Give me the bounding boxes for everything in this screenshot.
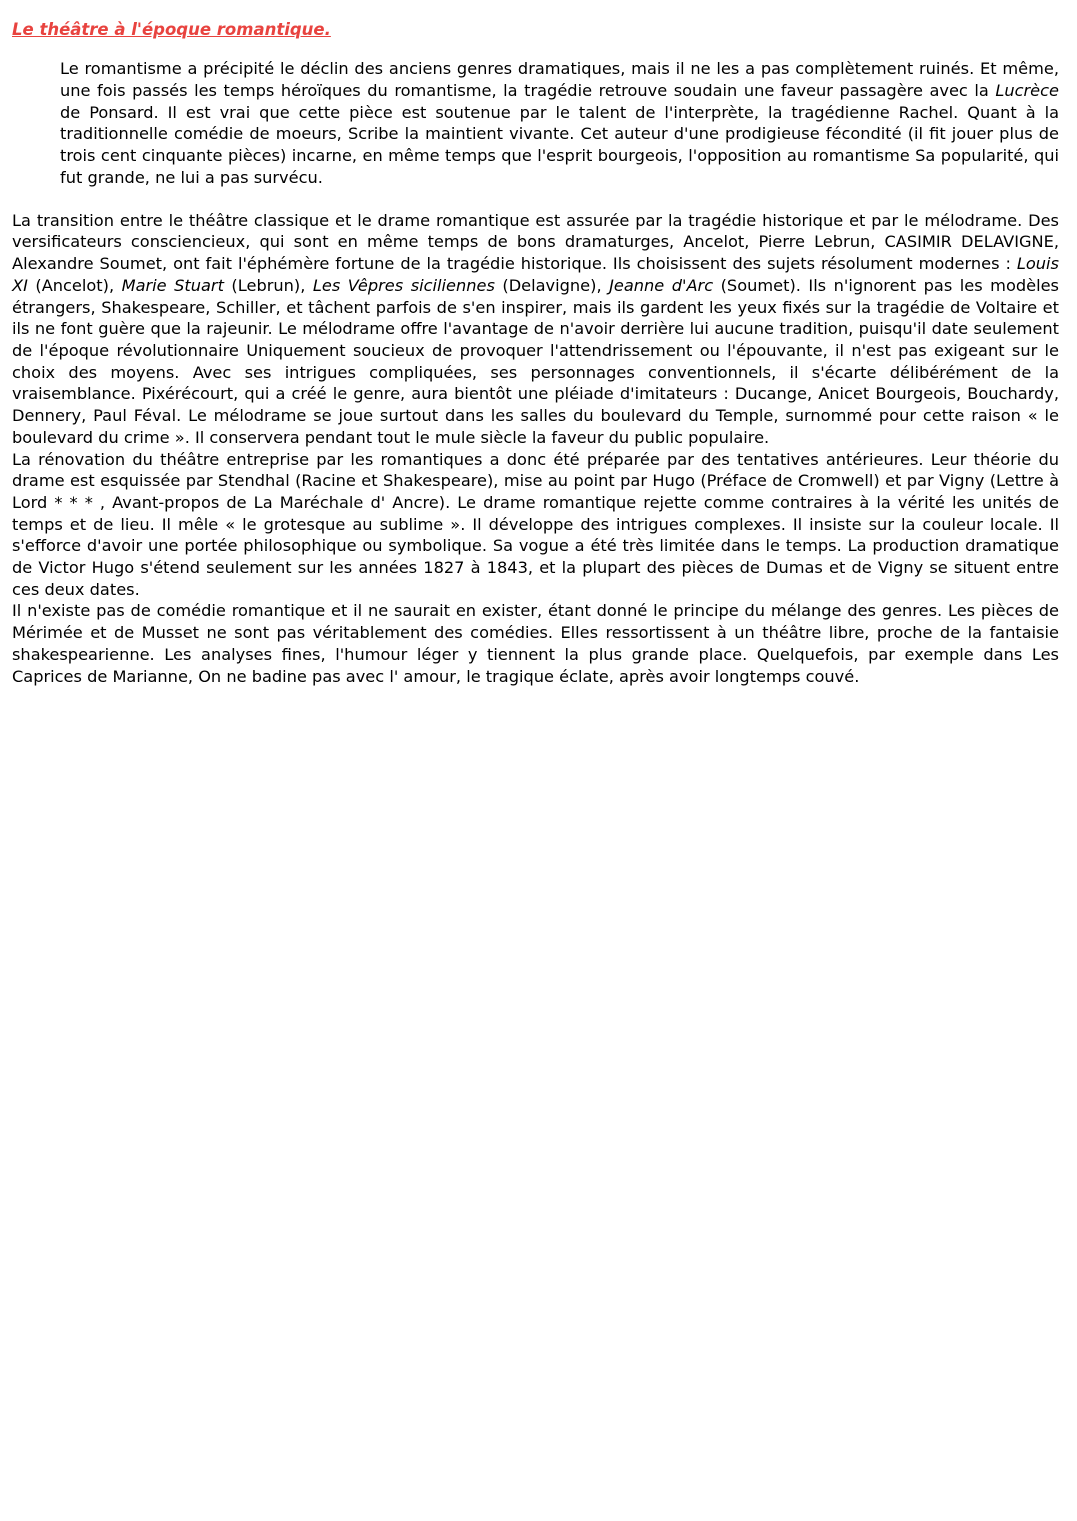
page-title: Le théâtre à l'époque romantique. xyxy=(12,20,331,39)
transition-paragraph xyxy=(12,210,1059,449)
renovation-paragraph: La rénovation du théâtre entreprise par les romantiques a donc été préparée par des tentatives antérieures. Leur théorie du drame est esquissée par Stendhal (Racine et Shakespeare), mise au point par Hugo (Préface de Cromwell) et par Vigny (Lettre à Lord * * * , Avant-propos de La Maréchale d' Ancre). Le drame romantique rejette comme contraires à la vérité les unités de temps et de lieu. Il mêle « le grotesque au sublime ». Il développe des intrigues complexes. Il insiste sur la couleur locale. Il s'efforce d'avoir une portée philosophique ou symbolique. Sa vogue a été très limitée dans le temps. La production dramatique de Victor Hugo s'étend seulement sur les années 1827 à 1843, et la plupart des pièces de Dumas et de Vigny se situent entre ces deux dates. xyxy=(12,449,1059,599)
document-page xyxy=(12,19,1059,687)
work-title-marie-stuart: Marie Stuart xyxy=(121,275,224,295)
work-title-vepres-siciliennes: Les Vêpres siciliennes xyxy=(312,275,495,295)
transition-text-3: (Lebrun), xyxy=(223,275,313,295)
intro-paragraph xyxy=(60,58,1059,189)
transition-text-2: (Ancelot), xyxy=(27,275,122,295)
comedie-paragraph: Il n'existe pas de comédie romantique et il ne saurait en exister, étant donné le principe du mélange des genres. Les pièces de Mérimée et de Musset ne sont pas véritablement des comédies. Elles ressortissent à un théâtre libre, proche de la fantaisie shakespearienne. Les analyses fines, l'humour léger y tiennent la plus grande place. Quelquefois, par exemple dans Les Caprices de Marianne, On ne badine pas avec l' amour, le tragique éclate, après avoir longtemps couvé. xyxy=(12,601,1059,686)
intro-text-1: Le romantisme a précipité le déclin des anciens genres dramatiques, mais il ne les a pas complètement ruinés. Et même, une fois passés les temps héroïques du romantisme, la tragédie retrouve soudain une faveur passagère avec la xyxy=(60,59,1059,100)
work-title-louis-xi: Louis XI xyxy=(12,254,1059,295)
work-title-lucrece: Lucrèce xyxy=(995,80,1059,100)
transition-text-5: (Soumet). Ils n'ignorent pas les modèles étrangers, Shakespeare, Schiller, et tâchent parfois de s'en inspirer, mais ils gardent les yeux fixés sur la tragédie de Voltaire et ils ne font guère que la rajeunir. Le mélodrame offre l'avantage de n'avoir derrière lui aucune tradition, puisqu'il date seulement de l'époque révolutionnaire Uniquement soucieux de provoquer l'attendrissement ou l'épouvante, il n'est pas exigeant sur le choix des moyens. Avec ses intrigues compliquées, ses personnages conventionnels, il s'écarte délibérément de la vraisemblance. Pixérécourt, qui a créé le genre, aura bientôt une pléiade d'imitateurs : Ducange, Anicet Bourgeois, Bouchardy, Dennery, Paul Féval. Le mélodrame se joue surtout dans les salles du boulevard du Temple, surnommé pour cette raison « le boulevard du crime ». Il conservera pendant tout le mule siècle la faveur du public populaire. xyxy=(12,275,1059,447)
transition-text-1: La transition entre le théâtre classique et le drame romantique est assurée par la tragédie historique et par le mélodrame. Des versificateurs consciencieux, qui sont en même temps de bons dramaturges, Ancelot, Pierre Lebrun, CASIMIR DELAVIGNE, Alexandre Soumet, ont fait l'éphémère fortune de la tragédie historique. Ils choisissent des sujets résolument modernes : xyxy=(12,210,1059,274)
intro-text-2: de Ponsard. Il est vrai que cette pièce est soutenue par le talent de l'interprète, la tragédienne Rachel. Quant à la traditionnelle comédie de moeurs, Scribe la maintient vivante. Cet auteur d'une prodigieuse fécondité (il fit jouer plus de trois cent cinquante pièces) incarne, en même temps que l'esprit bourgeois, l'opposition au romantisme Sa popularité, qui fut grande, ne lui a pas survécu. xyxy=(60,102,1059,187)
work-title-jeanne-darc: Jeanne d'Arc xyxy=(609,275,714,295)
transition-text-4: (Delavigne), xyxy=(494,275,610,295)
